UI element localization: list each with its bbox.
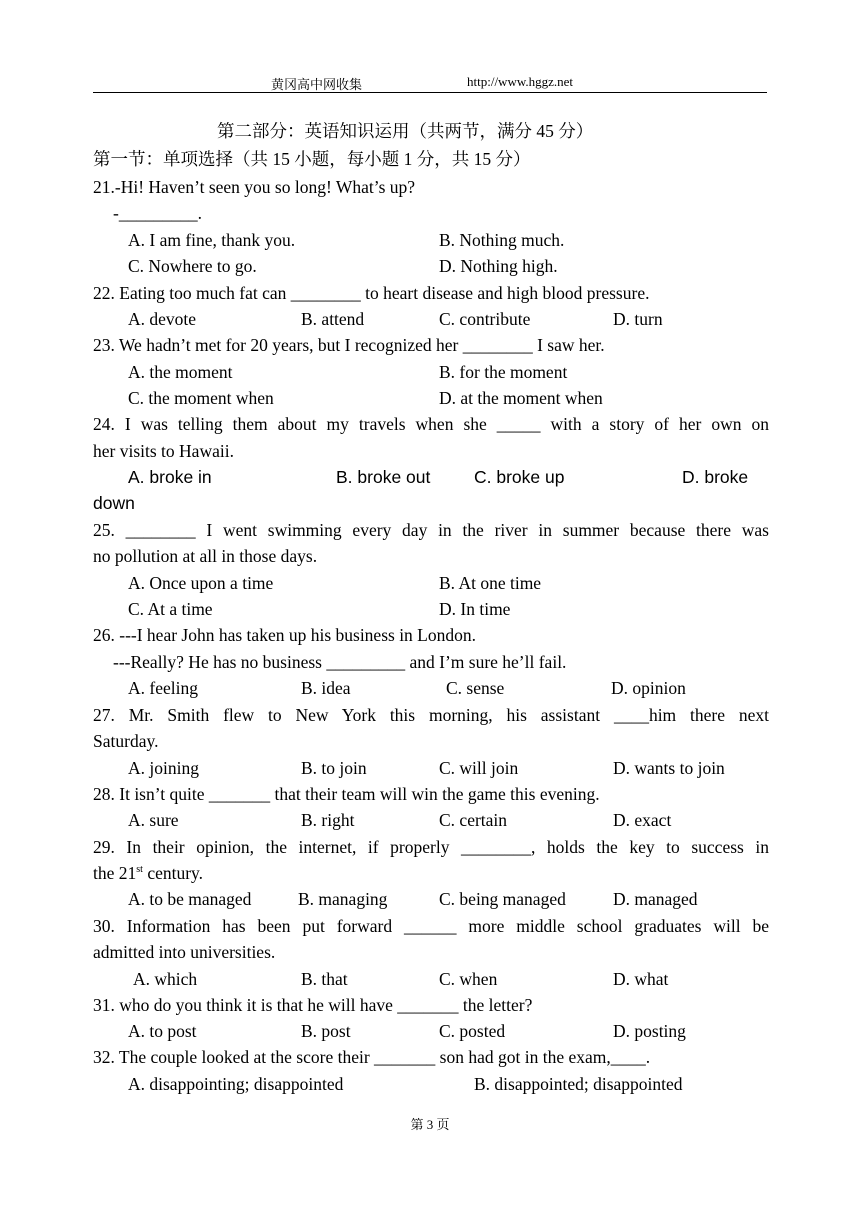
question-24-option-c: C. broke up: [474, 467, 565, 487]
question-30-stem-line2: admitted into universities.: [93, 942, 276, 962]
question-23-option-a: A. the moment: [128, 362, 233, 382]
question-21-reply: -_________.: [113, 203, 202, 223]
question-31-stem: 31. who do you think it is that he will have _______ the letter?: [93, 995, 533, 1015]
question-27-option-c: C. will join: [439, 758, 519, 778]
question-21-option-d: D. Nothing high.: [439, 256, 558, 276]
question-27-option-d: D. wants to join: [613, 758, 725, 778]
question-22-option-d: D. turn: [613, 309, 663, 329]
question-31-option-a: A. to post: [128, 1021, 197, 1041]
question-27-stem-line2: Saturday.: [93, 731, 159, 751]
question-27-stem-line1: 27. Mr. Smith flew to New York this morning, his assistant ____him there next: [93, 705, 769, 725]
question-29-option-c: C. being managed: [439, 889, 566, 909]
question-25-option-c: C. At a time: [128, 599, 213, 619]
question-22-option-b: B. attend: [301, 309, 365, 329]
question-26-stem: 26. ---I hear John has taken up his business in London.: [93, 625, 476, 645]
question-30-option-c: C. when: [439, 969, 498, 989]
question-24-stem-line1: 24. I was telling them about my travels when she _____ with a story of her own on: [93, 414, 769, 434]
question-28-option-a: A. sure: [128, 810, 179, 830]
question-23-option-d: D. at the moment when: [439, 388, 603, 408]
question-29-stem-text-end: century.: [142, 863, 204, 883]
header-url: http://www.hggz.net: [467, 74, 574, 89]
ordinal-suffix: st: [136, 864, 143, 876]
question-29-option-d: D. managed: [613, 889, 698, 909]
question-22-option-a: A. devote: [128, 309, 197, 329]
question-32-option-a: A. disappointing; disappointed: [128, 1074, 344, 1094]
question-27-option-a: A. joining: [128, 758, 199, 778]
question-21-stem: 21.-Hi! Haven’t seen you so long! What’s up?: [93, 177, 416, 197]
question-32-stem: 32. The couple looked at the score their _______ son had got in the exam,____.: [93, 1047, 651, 1067]
question-25-stem-line2: no pollution at all in those days.: [93, 546, 318, 566]
question-21-option-b: B. Nothing much.: [439, 230, 565, 250]
question-26-option-a: A. feeling: [128, 678, 198, 698]
question-31-option-c: C. posted: [439, 1021, 506, 1041]
question-23-option-c: C. the moment when: [128, 388, 274, 408]
question-26-reply: ---Really? He has no business _________ and I’m sure he’ll fail.: [113, 652, 567, 672]
page-header: [93, 72, 767, 93]
question-26-option-d: D. opinion: [611, 678, 686, 698]
question-31-option-b: B. post: [301, 1021, 351, 1041]
question-26-option-c: C. sense: [446, 678, 505, 698]
page-number: 第 3 页: [410, 1117, 450, 1132]
header-site-name: 黄冈高中网收集: [271, 77, 363, 92]
question-30-option-a: A. which: [133, 969, 198, 989]
section-title: 第二部分：英语知识运用（共两节，满分 45 分）: [217, 121, 594, 141]
question-25-stem-line1: 25. ________ I went swimming every day in the river in summer because there was: [93, 520, 769, 540]
question-21-option-a: A. I am fine, thank you.: [128, 230, 296, 250]
question-28-option-b: B. right: [301, 810, 355, 830]
question-29-stem-line1: 29. In their opinion, the internet, if properly ________, holds the key to success in: [93, 837, 769, 857]
question-31-option-d: D. posting: [613, 1021, 686, 1041]
question-27-option-b: B. to join: [301, 758, 367, 778]
question-24-option-b: B. broke out: [336, 467, 431, 487]
question-24-option-d-continued: down: [93, 493, 135, 513]
question-29-stem-text: the 21: [93, 863, 137, 883]
question-30-option-b: B. that: [301, 969, 348, 989]
question-28-option-c: C. certain: [439, 810, 508, 830]
question-30-stem-line1: 30. Information has been put forward ______ more middle school graduates will be: [93, 916, 769, 936]
subsection-title: 第一节：单项选择（共 15 小题，每小题 1 分，共 15 分）: [93, 149, 531, 169]
question-22-stem: 22. Eating too much fat can ________ to heart disease and high blood pressure.: [93, 283, 650, 303]
question-25-option-a: A. Once upon a time: [128, 573, 274, 593]
question-28-stem: 28. It isn’t quite _______ that their team will win the game this evening.: [93, 784, 600, 804]
question-28-option-d: D. exact: [613, 810, 672, 830]
question-26-option-b: B. idea: [301, 678, 351, 698]
question-24-stem-line2: her visits to Hawaii.: [93, 441, 234, 461]
question-30-option-d: D. what: [613, 969, 669, 989]
question-29-option-a: A. to be managed: [128, 889, 252, 909]
question-25-option-b: B. At one time: [439, 573, 542, 593]
question-24-option-d: D. broke: [682, 467, 749, 487]
question-22-option-c: C. contribute: [439, 309, 531, 329]
question-29-stem-line2: [93, 862, 203, 884]
question-23-stem: 23. We hadn’t met for 20 years, but I recognized her ________ I saw her.: [93, 335, 605, 355]
question-21-option-c: C. Nowhere to go.: [128, 256, 257, 276]
question-24-option-a: A. broke in: [128, 467, 212, 487]
question-25-option-d: D. In time: [439, 599, 511, 619]
question-23-option-b: B. for the moment: [439, 362, 568, 382]
question-32-option-b: B. disappointed; disappointed: [474, 1074, 683, 1094]
question-29-option-b: B. managing: [298, 889, 388, 909]
